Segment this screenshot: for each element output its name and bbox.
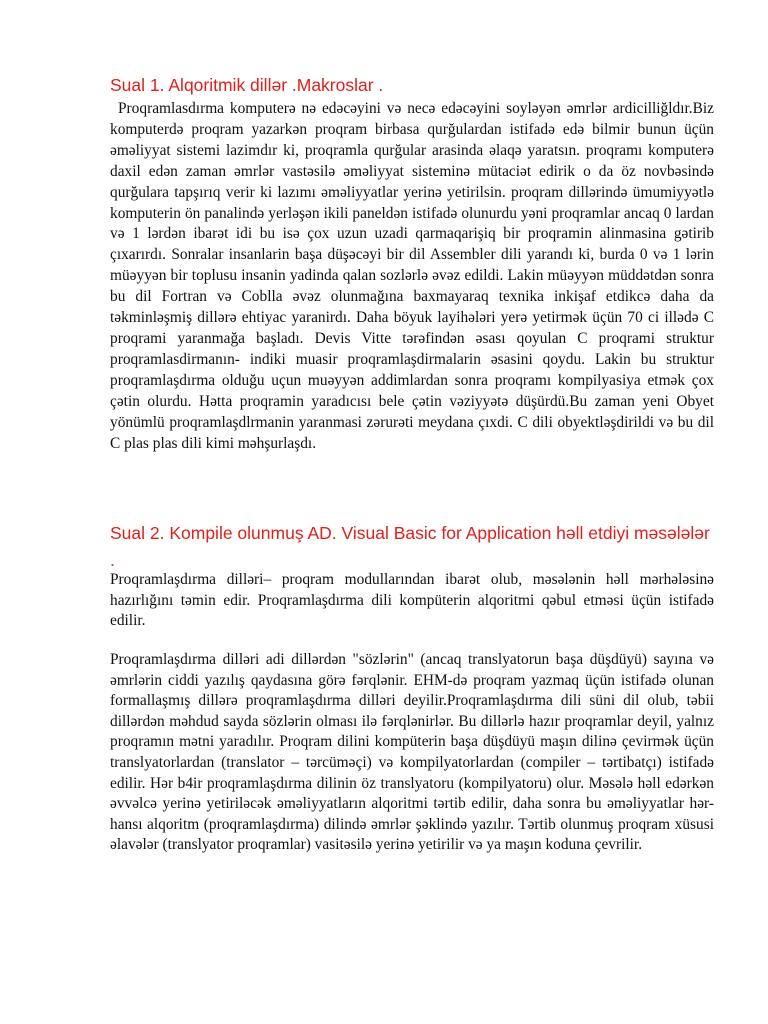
section2-heading: Sual 2. Kompile olunmuş AD. Visual Basic for Application həll etdiyi məsələlər . xyxy=(110,523,710,570)
section2-paragraph2: Proqramlaşdırma dilləri adi dillərdən "sözlərin" (ancaq translyatorun başa düşdüyü) sayına və əmrlərin ciddi yazılış qaydasına görə fərqlənir. EHM-də proqram yazmaq üçün istifadə olunan formallaşmış dillərə proqramlaşdırma dilləri deyilir.Proqramlaşdırma dili süni dil olub, təbii dillərdən məhdud sayda sözlərin olması ilə fərqlənirlər. Bu dillərlə hazır proqramlar deyil, yalnız proqramın mətni yaradılır. Proqram dilini kompüterin başa düşdüyü maşın dilinə çevirmək üçün translyatorlardan (translator – tərcüməçi) və kompilyatorlardan (compiler – tərtibatçı) istifadə edilir. Hər b4ir proqramlaşdırma dilinin öz translyatoru (kompilyatoru) olur. Məsələ həll edərkən əvvəlcə yerinə yetiriləcək əməliyyatların alqoritmi tərtib edilir, daha sonra bu əməliyyatlar hər-hansı alqoritm (proqramlaşdırma) dilində əmrlər şəklində yazılır. Tərtib olunmuş proqram xüsusi əlavələr (translyator proqramlar) vasitəsilə yerinə yetirilir və ya maşın koduna çevrilir. xyxy=(110,651,714,854)
section1-paragraph: Proqramlasdırma komputerə nə edəcəyini və necə edəcəyini soyləyən əmrlər ardicilliğldır.Biz komputerdə proqram yazarkən proqram birbasa qurğulardan istifadə edə bilmir bunun üçün əməliyyat sistemi lazimdır ki, proqramla qurğular arasinda əlaqə yaratsın. proqramı komputerə daxil edən zaman əmrlər vastəsilə əməliyyat sisteminə mütaciət edirik o da öz novbəsində qurğulara tapşırıq verir ki lazımı əməliyyatlar yerinə yetirilsin. proqram dillərində ümumiyyətlə komputerin ön panalində yerləşən ikili paneldən istifadə olunurdu yəni proqramlar ancaq 0 lardan və 1 lərdən ibarət idi bu isə çox uzun uzadi qarmaqarişiq bir proqramin alinmasina gətirib çıxarırdı. Sonralar insanlarin başa düşəcəyi bir dil Assembler dili yarandı ki, burda 0 və 1 lərin müəyyən bir toplusu insanin yadinda qalan sozlərlə əvəz edildi. Lakin müəyyən müddətdən sonra bu dil Fortran və Coblla əvəz olunmağına baxmayaraq texnika inkişaf etdikcə daha da təkminləşmiş dillərə ehtiyac yaranirdı. Daha böyuk layihələri yerə yetirmək üçün 70 ci illədə C proqrami yaranmağa başladı. Devis Vitte tərəfindən əsası qoyulan C proqrami struktur proqramlasdirmanın- indiki muasir proqramlaşdirmalarin əsasini qoydu. Lakin bu struktur proqramlaşdırma olduğu uçun muəyyən addimlardan sonra proqramı kompilyasiya etmək çox çətin olurdu. Hətta proqramin yaradıcısı bele çətin vəziyyətə düşürdü.Bu zaman yeni Obyet yönümlü proqramlaşdlrmanin yaranmasi zərurəti meydana çıxdi. C dili obyektləşdirildi və bu dil C plas plas dili kimi məhşurlaşdı. xyxy=(110,100,714,452)
section1-heading: Sual 1. Alqoritmik dillər .Makroslar . xyxy=(110,75,384,95)
section2-paragraph1: Proqramlaşdırma dilləri– proqram modullarından ibarət olub, məsələnin həll mərhələsinə hazırlığını təmin edir. Proqramlaşdırma dili kompüterin alqoritmi qəbul etməsi üçün istifadə edilir. xyxy=(110,571,714,629)
